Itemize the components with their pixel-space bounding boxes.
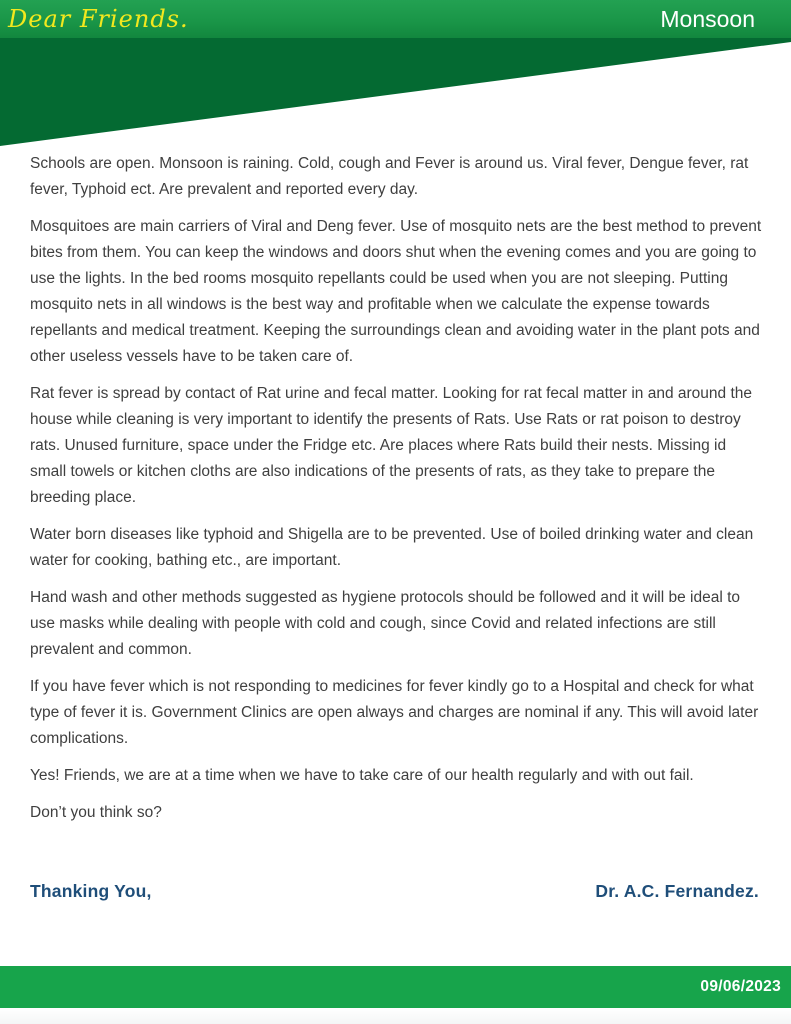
body-paragraph: Don’t you think so? [30, 804, 162, 821]
page-title: Monsoon [660, 6, 755, 32]
header-bar [0, 0, 791, 38]
brand-script-title: Dear Friends. [8, 5, 189, 33]
body-paragraph: Yes! Friends, we are at a time when we have to take care of our health regularly and with out fail. [30, 767, 694, 784]
body-paragraph: Mosquitoes are main carriers of Viral and Deng fever. Use of mosquito nets are the best method to prevent bites from them. You can keep the windows and doors shut when the evening comes and you are going to use the lights. In the bed rooms mosquito repellants could be used when you are not sleeping. Putting mosquito nets in all windows is the best way and profitable when we calculate the expense towards repellants and medical treatment. Keeping the surroundings clean and avoiding water in the plant pots and other useless vessels have to be taken care of. [30, 218, 762, 365]
closing-text: Thanking You, [30, 881, 152, 901]
page-bottom-edge [0, 1008, 791, 1024]
signature-row [0, 881, 791, 902]
body-paragraph: Water born diseases like typhoid and Shigella are to be prevented. Use of boiled drinking water and clean water for cooking, bathing etc., are important. [30, 526, 754, 569]
author-name: Dr. A.C. Fernandez. [595, 881, 759, 901]
body-paragraph: If you have fever which is not responding to medicines for fever kindly go to a Hospital and check for what type of fever it is. Government Clinics are open always and charges are nominal if any. This will avoid later complications. [30, 678, 759, 747]
body-paragraph: Schools are open. Monsoon is raining. Cold, cough and Fever is around us. Viral fever, Dengue fever, rat fever, Typhoid ect. Are prevalent and reported every day. [30, 155, 749, 198]
body-paragraph: Rat fever is spread by contact of Rat urine and fecal matter. Looking for rat fecal matter in and around the house while cleaning is very important to identify the presents of Rats. Use Rats or rat poison to destroy rats. Unused furniture, space under the Fridge etc. Are places where Rats build their nests. Missing id small towels or kitchen cloths are also indications of the presents of rats, as they take to prepare the breeding place. [30, 385, 753, 506]
footer-date: 09/06/2023 [700, 978, 781, 995]
header-diagonal-wedge [0, 38, 791, 146]
body-paragraph: Hand wash and other methods suggested as hygiene protocols should be followed and it will be ideal to use masks while dealing with people with cold and cough, since Covid and related infections are still prevalent and common. [30, 589, 741, 658]
letter-body [0, 151, 791, 837]
footer-bar [0, 966, 791, 1008]
